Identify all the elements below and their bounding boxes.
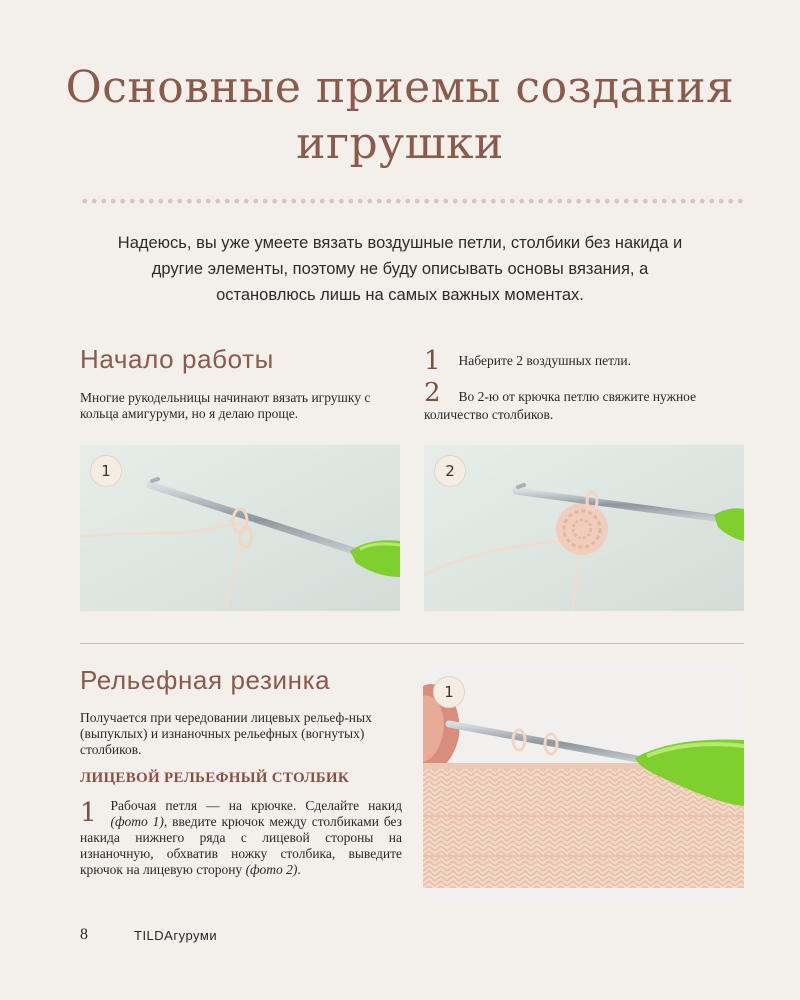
page-title (0, 60, 800, 172)
section-heading-ribbing: Рельефная резинка (80, 665, 331, 695)
step-1-number: 1 (424, 346, 441, 376)
photo-ribbing-1-illustration (423, 666, 744, 904)
ribbing-step-1-text-b: , введите крючок между столбиками без накида нижнего ряда с лицевой стороны на изнаночную, обхватив ножку столбика, выведите крючок на лицевую сторону (80, 814, 402, 877)
photo-badge: 1 (433, 676, 465, 708)
step-1 (424, 348, 754, 374)
section-ribbing-text: Получается при чередовании лицевых рельеф-ных (выпуклых) и изнаночных рельефных (вогнутых) столбиков. (80, 710, 372, 757)
photo-ref-2: (фото 2) (245, 862, 298, 877)
page-title-line-1: Основные приемы создания (65, 62, 735, 113)
photo-badge: 1 (90, 455, 122, 487)
step-1-text: Наберите 2 воздушных петли. (458, 353, 632, 368)
page-title-line-2: игрушки (296, 118, 504, 169)
step-2 (424, 380, 744, 424)
photo-start-2 (424, 445, 744, 611)
ribbing-step-1-text-c: . (297, 862, 301, 877)
section-heading-start: Начало работы (80, 344, 274, 374)
book-brand: TILDАгуруми (134, 928, 218, 943)
photo-start-2-illustration (424, 445, 744, 611)
page-number: 8 (80, 926, 88, 943)
ribbing-step-1-text-a: Рабочая петля — на крючке. Сделайте накид (110, 798, 402, 813)
section-divider (80, 643, 744, 644)
photo-ribbing-1 (423, 666, 744, 904)
section-start-text: Многие рукодельницы начинают вязать игрушку с кольца амигуруми, но я делаю проще. (80, 390, 371, 421)
photo-start-1-illustration (80, 445, 400, 611)
photo-ref-1: (фото 1) (110, 814, 164, 829)
intro-paragraph: Надеюсь, вы уже умеете вязать воздушные петли, столбики без накида и другие элементы, поэтому не буду описывать основы вязания, а остановлюсь лишь на самых важных моментах. (117, 234, 683, 304)
dotted-divider (80, 198, 744, 204)
ribbing-step-1 (80, 798, 402, 878)
ribbing-step-1-number: 1 (80, 798, 97, 828)
step-2-text: Во 2-ю от крючка петлю свяжите нужное количество столбиков. (424, 389, 697, 422)
subheading-front-post: ЛИЦЕВОЙ РЕЛЬЕФНЫЙ СТОЛБИК (80, 770, 350, 786)
photo-badge: 2 (434, 455, 466, 487)
step-2-number: 2 (424, 378, 441, 408)
photo-start-1 (80, 445, 400, 611)
